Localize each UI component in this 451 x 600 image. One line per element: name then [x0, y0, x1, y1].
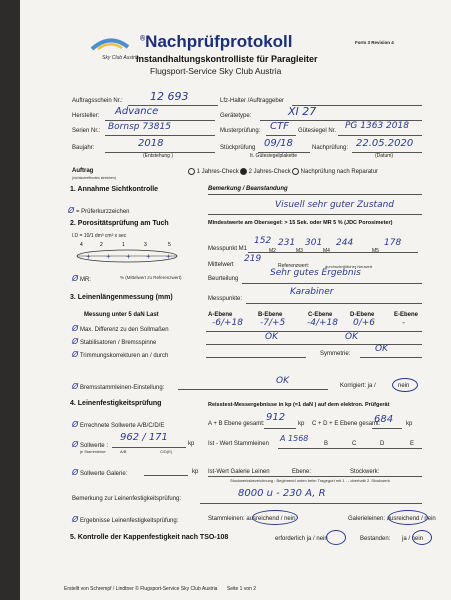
form-revision: Form 3 Revision 4: [355, 40, 394, 45]
cde-total-label: C + D + E Ebene gesamt:: [312, 421, 381, 427]
m5-value: 178: [384, 238, 402, 248]
ab-total-value: 912: [266, 412, 286, 423]
ab-unit: kp: [298, 421, 305, 427]
m4-label: M4: [323, 248, 330, 254]
assessment-value: Sehr gutes Ergebnis: [270, 268, 361, 278]
scale-tick: 3: [144, 242, 147, 248]
manufacturer-label: Hersteller:: [72, 113, 100, 119]
sky-club-logo: [90, 35, 130, 67]
logo-text: Sky Club Austria: [102, 55, 139, 61]
m3-value: 301: [305, 238, 323, 248]
reference-note: durchschnittlicher Neuwert: [325, 264, 373, 269]
line-measure-header: Messung unter 5 daN Last: [84, 312, 159, 318]
visual-check-note: Visuell sehr guter Zustand: [275, 200, 395, 210]
gallery-actual-label: Ist-Wert Galerie Leinen: [208, 469, 270, 475]
serial-value: Bornsp 73815: [108, 122, 171, 132]
strength-result-label: Ø Ergebnisse Leinenfestigkeitsprüfung:: [72, 515, 179, 524]
e-value: -: [402, 318, 406, 328]
inspection-date-label: Nachprüfung:: [312, 145, 349, 151]
order-number-label: Auftragsschein Nr.:: [72, 98, 123, 104]
section-2-title: 2. Porositätsprüfung am Tuch: [70, 220, 169, 227]
target-values-value: 962 / 171: [120, 432, 168, 443]
porosity-unit: l.D = 10/1 dm³ cm² x sec: [72, 233, 127, 239]
page-subtitle: Instandhaltungskontrolliste für Paragleiter: [136, 54, 318, 64]
actual-a-value: A 1568: [280, 434, 309, 443]
owner-label: Lfz-Halter /Auftraggeber: [220, 98, 285, 104]
row-stabilizers: Ø Stabilisatoren / Bremsspinne: [72, 337, 157, 346]
mean-value: 219: [244, 254, 262, 264]
col-b: B-Ebene: [258, 312, 283, 318]
unit-test-label: Stückprüfung: [220, 145, 256, 151]
per-main-line-label: je Stammleine:: [80, 449, 107, 454]
svg-text:+: +: [166, 252, 171, 261]
build-year-note: (Entstehung ): [143, 153, 174, 159]
tear-test-header: Reisstest-Messergebnisse in kp (=1 daN ) auf dem elektron. Prüfgerät: [208, 402, 390, 408]
serial-label: Serien Nr.:: [72, 128, 101, 134]
section-3-title: 3. Leinenlängenmessung (mm): [70, 294, 173, 301]
seal-number-label: Gütesiegel Nr.: [298, 128, 337, 134]
d-value: 0/+6: [353, 318, 376, 328]
main-lines-result: Stammleinen: ausreichend / nein: [208, 516, 296, 522]
seal-number-value: PG 1363 2018: [345, 121, 409, 131]
svg-text:+: +: [106, 252, 111, 261]
brake-line-label: Ø Bremsstammleinen-Einstellung:: [72, 382, 165, 391]
col-c: C-Ebene: [308, 312, 333, 318]
cde-unit: kp: [406, 421, 413, 427]
m5-label: M5: [372, 248, 379, 254]
brake-line-value: OK: [276, 376, 289, 386]
date-note: (Datum): [375, 153, 394, 159]
organisation-name: Flugsport-Service Sky Club Austria: [150, 66, 282, 76]
col-a: A-Ebene: [208, 312, 233, 318]
required-label: erforderlich ja / nein: [275, 536, 328, 542]
target-unit: kp: [188, 441, 195, 447]
remark-header: Bemerkung / Beanstandung: [208, 186, 288, 192]
option-1-year[interactable]: 1 Jahres-Check: [188, 168, 239, 175]
level-label: Ebene:: [292, 469, 312, 475]
inspector-initials-label: Ø = Prüferkurzzeichen: [68, 206, 130, 215]
gallery-unit: kp: [192, 469, 199, 475]
m2-value: 231: [278, 238, 296, 248]
svg-text:+: +: [126, 252, 131, 261]
actual-main-lines-label: Ist - Wert Stammleinen: [208, 441, 269, 447]
symmetry-value: OK: [375, 344, 388, 354]
measure-point-label: Messpunkt M1: [208, 246, 248, 252]
build-year-label: Baujahr:: [72, 145, 95, 151]
actual-c: C: [352, 441, 357, 447]
strength-remark-value: 8000 u - 230 A, R: [238, 488, 326, 499]
order-type-label: Auftrag: [72, 168, 94, 174]
row-max-diff: Ø Max. Differenz zu den Sollmaßen: [72, 324, 169, 333]
build-year-value: 2018: [138, 138, 164, 149]
gallery-target-label: Ø Sollwerte Galerie:: [72, 468, 128, 477]
option-2-year[interactable]: 2 Jahres-Check: [240, 168, 291, 175]
stabilizer-ok-1: OK: [265, 332, 278, 342]
assessment-label: Beurteilung: [208, 276, 239, 282]
type-test-label: Musterprüfung:: [220, 128, 261, 134]
protocol-sheet: [20, 0, 451, 600]
corrected-label: Korrigiert: ja /: [340, 383, 376, 389]
option-repair[interactable]: Nachprüfung nach Reparatur: [292, 168, 378, 175]
footer-credit: Erstellt von Schrempf / Lindtner © Flugsport-Service Sky Club Austria Seite 1 von 2: [64, 586, 257, 592]
c-value: -4/+18: [307, 318, 338, 328]
storey-label: Stockwerk:: [350, 469, 380, 475]
type-test-value: CTF: [270, 121, 289, 132]
porosity-minimum: Mindestwerte am Obersegel: > 15 Sek. oder MR 5 % (JDC Porosimeter): [208, 220, 393, 226]
stabilizer-ok-2: OK: [345, 332, 358, 342]
b-value: -7/+5: [260, 318, 286, 328]
symmetry-label: Symmetrie:: [320, 351, 351, 357]
seal-plate-note: It. Gütesiegelplakette: [250, 153, 297, 159]
col-e: E-Ebene: [394, 312, 419, 318]
measure-points-label: Messpunkte:: [208, 296, 243, 302]
svg-text:+: +: [86, 252, 91, 261]
cde-total-value: 684: [374, 414, 394, 425]
row-trim: Ø Trimmungskorrekturen an / durch: [72, 350, 169, 359]
gallery-lines-result: Galerieleinen: ausreichend / nein: [348, 516, 436, 522]
actual-d: D: [380, 441, 385, 447]
scale-tick: 1: [122, 242, 125, 248]
corrected-value: nein: [398, 383, 410, 389]
target-values-label: Ø Sollwerte :: [72, 440, 108, 449]
ab-small-label: A/B: [120, 449, 127, 454]
ab-total-label: A + B Ebene gesamt:: [208, 421, 265, 427]
scale-tick: 4: [80, 242, 83, 248]
measure-points-value: Karabiner: [290, 287, 334, 297]
svg-text:+: +: [146, 252, 151, 261]
m3-label: M3: [296, 248, 303, 254]
order-number-value: 12 693: [150, 90, 189, 103]
m1-value: 152: [254, 236, 272, 246]
passed-label: Bestanden: ja / nein: [360, 536, 424, 542]
reference-label: Referenzwert:: [278, 263, 310, 269]
actual-e: E: [410, 441, 415, 447]
mean-label: Mittelwert: [208, 262, 234, 268]
scale-tick: 5: [168, 242, 171, 248]
section-4-title: 4. Leinenfestigkeitsprüfung: [70, 400, 162, 407]
page-title: ®Nachprüfprotokoll: [140, 32, 293, 51]
glider-type-label: Gerätetype:: [220, 113, 252, 119]
glider-type-value: XI 27: [288, 105, 317, 118]
m4-value: 244: [336, 238, 354, 248]
manufacturer-value: Advance: [115, 106, 159, 117]
scale-tick: 2: [100, 242, 103, 248]
measure-point-diagram: [72, 240, 192, 268]
strength-remark-label: Bemerkung zur Leinenfestigkeitsprüfung:: [72, 496, 182, 502]
section-5-title: 5. Kontrolle der Kappenfestigkeit nach TSO-108: [70, 534, 229, 541]
calculated-target-label: Ø Errechnete Sollwerte A/B/C/D/E: [72, 420, 165, 429]
m2-label: M2: [269, 248, 276, 254]
cde-small-label: C/D(E): [160, 449, 173, 454]
mr-label: Ø MR:: [72, 274, 91, 283]
col-d: D-Ebene: [350, 312, 375, 318]
mr-note: % (Mittelwert zu Referenzwert): [120, 275, 182, 280]
unit-test-value: 09/18: [264, 138, 293, 149]
section-1-title: 1. Annahme Sichtkontrolle: [70, 186, 159, 193]
a-value: -6/+18: [212, 318, 243, 328]
order-type-note: (nichtzutreffendes streichen): [72, 176, 117, 180]
storey-note: Stockwerksbezeichnung : Beginnend unten beim Tragegurt mit 1 . - oberhalb 2. Stockwerk: [230, 478, 390, 483]
inspection-date-value: 22.05.2020: [356, 138, 414, 149]
actual-b: B: [324, 441, 329, 447]
